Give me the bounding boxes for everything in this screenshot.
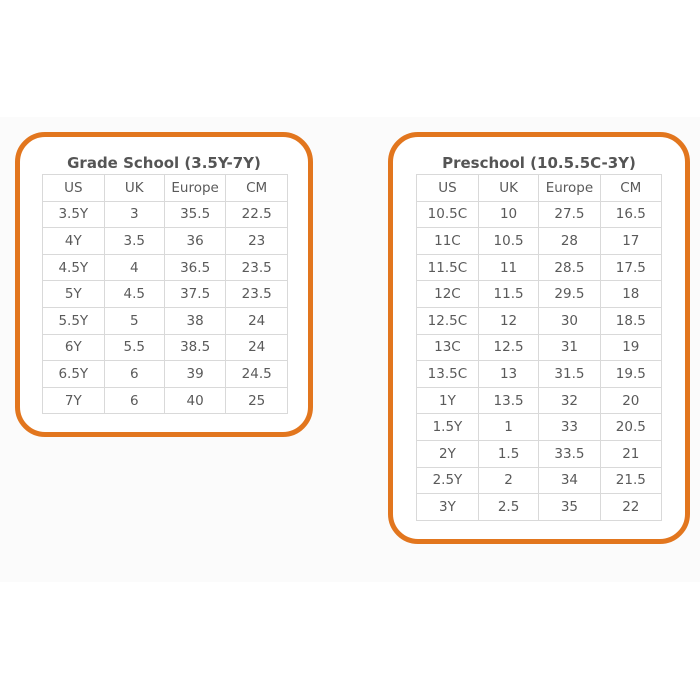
table-cell-uk: 12.5 <box>478 334 538 361</box>
table-cell-uk: 10 <box>478 201 538 228</box>
table-cell-europe: 36 <box>164 228 225 255</box>
table-cell-us: 12C <box>417 281 479 308</box>
preschool-size-card <box>388 132 690 544</box>
table-cell-cm: 22 <box>600 494 661 521</box>
table-cell-cm: 19 <box>600 334 661 361</box>
table-cell-uk: 12 <box>478 307 538 334</box>
table-cell-europe: 33.5 <box>539 440 600 467</box>
table-cell-us: 12.5C <box>417 307 479 334</box>
grade-school-size-table <box>42 174 288 414</box>
table-cell-cm: 23.5 <box>226 254 288 281</box>
table-row <box>417 414 662 441</box>
table-cell-uk: 4 <box>104 254 164 281</box>
column-header-europe: Europe <box>539 175 600 202</box>
table-cell-cm: 24 <box>226 307 288 334</box>
table-cell-europe: 35 <box>539 494 600 521</box>
table-cell-uk: 5.5 <box>104 334 164 361</box>
table-cell-us: 2.5Y <box>417 467 479 494</box>
table-cell-cm: 25 <box>226 387 288 414</box>
table-row <box>43 307 288 334</box>
table-cell-cm: 23 <box>226 228 288 255</box>
table-cell-uk: 13.5 <box>478 387 538 414</box>
table-cell-europe: 38.5 <box>164 334 225 361</box>
table-cell-us: 13.5C <box>417 361 479 388</box>
table-header-row <box>417 175 662 202</box>
table-row <box>417 494 662 521</box>
table-cell-europe: 32 <box>539 387 600 414</box>
table-cell-us: 1Y <box>417 387 479 414</box>
table-cell-uk: 5 <box>104 307 164 334</box>
table-cell-us: 11.5C <box>417 254 479 281</box>
table-cell-us: 4Y <box>43 228 105 255</box>
table-cell-cm: 23.5 <box>226 281 288 308</box>
table-cell-europe: 39 <box>164 361 225 388</box>
table-cell-us: 3Y <box>417 494 479 521</box>
table-cell-cm: 21.5 <box>600 467 661 494</box>
table-cell-uk: 6 <box>104 387 164 414</box>
table-cell-us: 5Y <box>43 281 105 308</box>
column-header-cm: CM <box>226 175 288 202</box>
table-cell-europe: 31.5 <box>539 361 600 388</box>
table-cell-europe: 28.5 <box>539 254 600 281</box>
table-cell-europe: 33 <box>539 414 600 441</box>
grade-school-title: Grade School (3.5Y-7Y) <box>67 154 261 172</box>
table-cell-cm: 17.5 <box>600 254 661 281</box>
column-header-us: US <box>43 175 105 202</box>
column-header-uk: UK <box>104 175 164 202</box>
table-cell-us: 11C <box>417 228 479 255</box>
table-row <box>43 201 288 228</box>
table-row <box>43 361 288 388</box>
table-cell-uk: 13 <box>478 361 538 388</box>
table-cell-europe: 29.5 <box>539 281 600 308</box>
table-cell-europe: 40 <box>164 387 225 414</box>
table-cell-cm: 19.5 <box>600 361 661 388</box>
table-cell-cm: 24 <box>226 334 288 361</box>
table-cell-us: 6Y <box>43 334 105 361</box>
table-cell-cm: 20.5 <box>600 414 661 441</box>
table-row <box>417 334 662 361</box>
column-header-europe: Europe <box>164 175 225 202</box>
table-row <box>417 201 662 228</box>
table-cell-cm: 18 <box>600 281 661 308</box>
table-cell-uk: 1.5 <box>478 440 538 467</box>
table-cell-cm: 20 <box>600 387 661 414</box>
table-cell-us: 2Y <box>417 440 479 467</box>
table-cell-europe: 30 <box>539 307 600 334</box>
table-cell-us: 4.5Y <box>43 254 105 281</box>
table-row <box>43 228 288 255</box>
table-row <box>43 334 288 361</box>
table-cell-cm: 22.5 <box>226 201 288 228</box>
table-row <box>417 467 662 494</box>
table-cell-us: 1.5Y <box>417 414 479 441</box>
table-cell-uk: 10.5 <box>478 228 538 255</box>
grade-school-size-card <box>15 132 313 437</box>
table-cell-europe: 35.5 <box>164 201 225 228</box>
table-cell-europe: 31 <box>539 334 600 361</box>
table-cell-us: 10.5C <box>417 201 479 228</box>
table-cell-cm: 16.5 <box>600 201 661 228</box>
table-row <box>43 387 288 414</box>
table-row <box>417 307 662 334</box>
table-header-row <box>43 175 288 202</box>
table-row <box>417 281 662 308</box>
table-cell-europe: 34 <box>539 467 600 494</box>
table-cell-uk: 11.5 <box>478 281 538 308</box>
table-row <box>417 440 662 467</box>
table-cell-uk: 2.5 <box>478 494 538 521</box>
table-cell-uk: 2 <box>478 467 538 494</box>
table-cell-uk: 4.5 <box>104 281 164 308</box>
table-cell-europe: 38 <box>164 307 225 334</box>
table-cell-cm: 24.5 <box>226 361 288 388</box>
table-cell-uk: 6 <box>104 361 164 388</box>
table-row <box>43 254 288 281</box>
column-header-cm: CM <box>600 175 661 202</box>
preschool-size-table <box>416 174 662 521</box>
table-cell-us: 13C <box>417 334 479 361</box>
table-row <box>417 387 662 414</box>
table-cell-uk: 1 <box>478 414 538 441</box>
table-cell-us: 3.5Y <box>43 201 105 228</box>
table-cell-cm: 21 <box>600 440 661 467</box>
preschool-title: Preschool (10.5.5C-3Y) <box>442 154 636 172</box>
table-row <box>417 254 662 281</box>
table-cell-uk: 3.5 <box>104 228 164 255</box>
table-cell-us: 7Y <box>43 387 105 414</box>
table-cell-cm: 17 <box>600 228 661 255</box>
column-header-us: US <box>417 175 479 202</box>
table-cell-us: 6.5Y <box>43 361 105 388</box>
table-cell-europe: 28 <box>539 228 600 255</box>
table-row <box>417 228 662 255</box>
table-cell-europe: 37.5 <box>164 281 225 308</box>
table-cell-uk: 3 <box>104 201 164 228</box>
column-header-uk: UK <box>478 175 538 202</box>
table-cell-europe: 27.5 <box>539 201 600 228</box>
table-row <box>417 361 662 388</box>
table-cell-us: 5.5Y <box>43 307 105 334</box>
table-cell-uk: 11 <box>478 254 538 281</box>
table-row <box>43 281 288 308</box>
table-cell-europe: 36.5 <box>164 254 225 281</box>
table-cell-cm: 18.5 <box>600 307 661 334</box>
